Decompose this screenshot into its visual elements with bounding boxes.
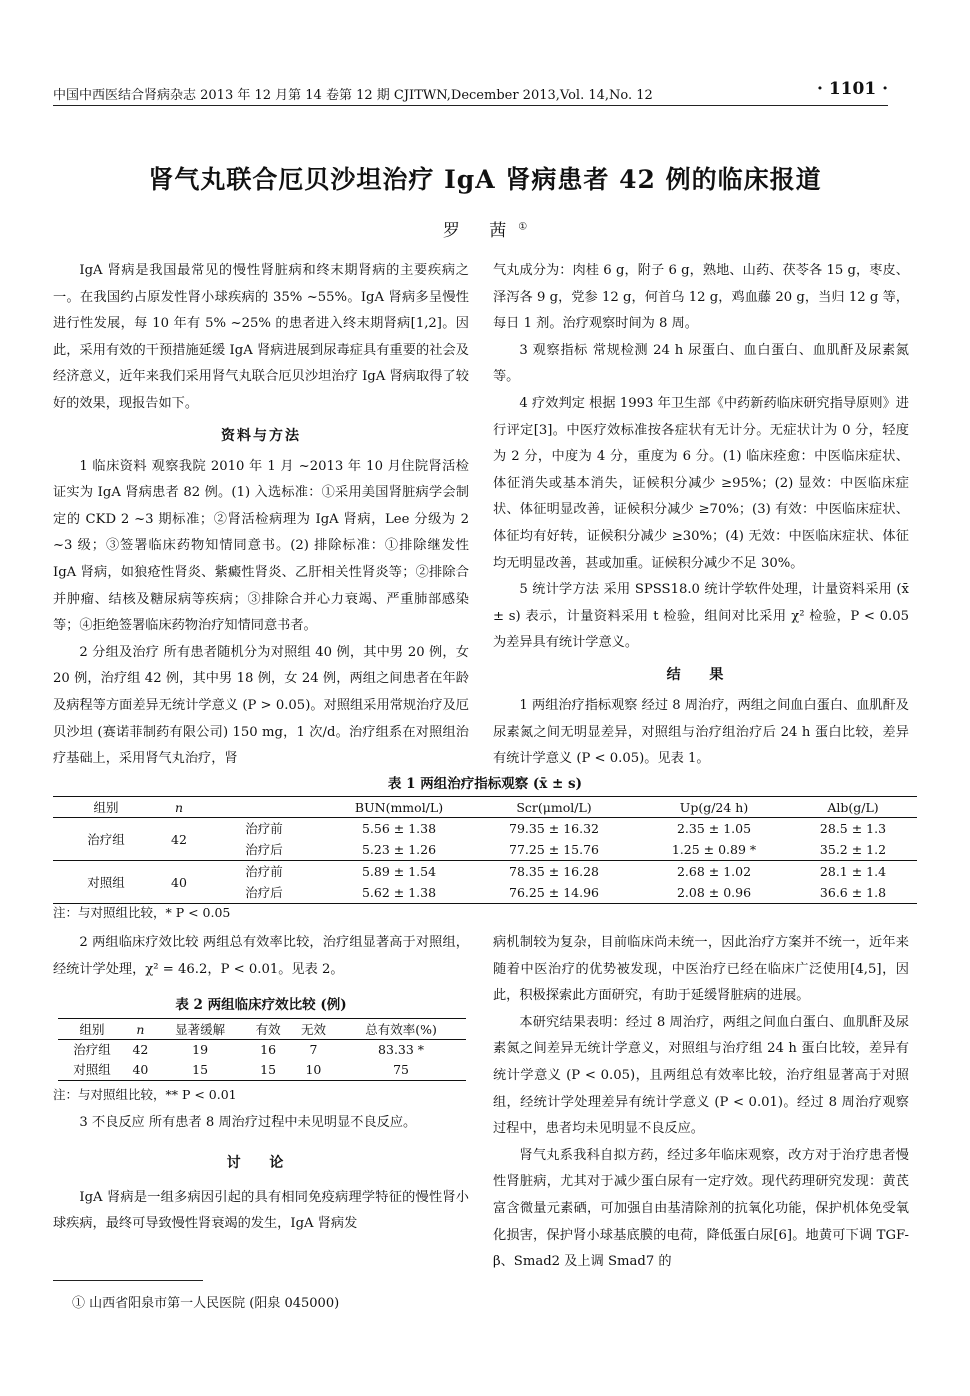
table2-caption: 表 2 两组临床疗效比较 (例) <box>175 997 347 1013</box>
bun-cell: 5.62 ± 1.38 <box>329 882 469 904</box>
phase-cell: 治疗前 <box>245 821 283 836</box>
phase-cell: 治疗前 <box>245 864 283 879</box>
table2-cell: 40 <box>126 1060 155 1081</box>
table2-cell: 对照组 <box>58 1060 126 1081</box>
intro-paragraph: IgA 肾病是我国最常见的慢性肾脏病和终末期肾病的主要疾病之一。在我国约占原发性肾小球疾病的 35% ~55%。IgA 肾病多呈慢性进行性发展，每 10 年有 5% ~25% 的患者进入终末期肾病[1,2]。因此，采用有效的干预措施延缓 IgA 肾病进展到尿毒症具有重要的社会及经济意义，近年来我们采用肾气丸联合厄贝沙坦治疗 IgA 肾病取得了较好的效果，现报告如下。 <box>53 263 469 411</box>
table1-header: BUN(mmol/L) <box>329 797 469 818</box>
bun-cell: 5.23 ± 1.26 <box>361 842 437 857</box>
right-column-upper <box>493 258 909 773</box>
section-heading-results: 结 果 <box>666 666 736 683</box>
up-cell: 2.35 ± 1.05 <box>676 821 752 836</box>
author-line <box>0 216 970 241</box>
left-column-lower-b <box>53 1110 469 1238</box>
table2-header: n <box>126 1019 155 1040</box>
table1-header: 组别 <box>53 797 159 818</box>
phase-cell: 治疗后 <box>199 882 329 904</box>
table1-caption: 表 1 两组治疗指标观察 (x̄ ± s) <box>387 776 583 792</box>
header-rule <box>53 105 888 106</box>
table2-cell: 19 <box>192 1042 209 1057</box>
table1-header: Alb(g/L) <box>789 797 917 818</box>
statistics-paragraph: 5 统计学方法 采用 SPSS18.0 统计学软件处理，计量资料采用 (x̄ ± s) 表示，计量资料采用 t 检验，组间对比采用 χ² 检验，P < 0.05 为差异具有统计学意义。 <box>493 582 909 651</box>
table1 <box>53 796 917 904</box>
findings-paragraph: 本研究结果表明：经过 8 周治疗，两组之间血白蛋白、血肌酐及尿素氮之间差异无统计学意义，对照组与治疗组 24 h 蛋白比较，差异有统计学意义 (P < 0.05)，且两组总有效率比较，治疗组显著高于对照组，经统计学处理差异有统计学意义 (P < 0.01)。经过 8 周治疗观察过程中，患者均未见明显不良反应。 <box>493 1014 909 1137</box>
table1-header: n <box>159 797 199 818</box>
table1-header: Scr(μmol/L) <box>469 797 639 818</box>
right-column-lower <box>493 930 909 1276</box>
table-row <box>58 1060 466 1081</box>
alb-cell: 28.5 ± 1.3 <box>819 821 887 836</box>
table-row <box>53 861 917 883</box>
up-cell: 1.25 ± 0.89 * <box>671 842 757 857</box>
table2-cell: 15 <box>245 1060 290 1081</box>
group-name: 治疗组 <box>87 831 125 847</box>
bun-cell: 5.56 ± 1.38 <box>361 821 437 836</box>
affiliation-footnote: ① 山西省阳泉市第一人民医院 (阳泉 045000) <box>72 1296 340 1311</box>
author-affiliation-mark: ① <box>518 221 528 233</box>
table-row <box>53 818 917 840</box>
up-cell: 2.08 ± 0.96 <box>639 882 789 904</box>
group-name: 对照组 <box>53 861 159 904</box>
discussion-continued-paragraph: 病机制较为复杂，目前临床尚未统一，因此治疗方案并不统一，近年来随着中医治疗的优势被发现，中医治疗已经在临床广泛使用[4,5]，因此，积极探索此方面研究，有助于延缓肾脏病的进展。 <box>493 935 909 1004</box>
table2-note: 注：与对照组比较，** P < 0.01 <box>53 1087 237 1102</box>
running-header-left: 中国中西医结合肾病杂志 2013 年 12 月第 14 卷第 12 期 CJITWN,December 2013,Vol. 14,No. 12 <box>53 88 653 103</box>
table2-cell: 75 <box>336 1060 466 1081</box>
table2-cell: 15 <box>155 1060 246 1081</box>
grouping-paragraph: 2 分组及治疗 所有患者随机分为对照组 40 例，其中男 20 例，女 20 例，治疗组 42 例，其中男 18 例，女 24 例，两组之间患者在年龄及病程等方面差异无统计学意义 (P > 0.05)。对照组采用常规治疗及厄贝沙坦 (赛诺菲制药有限公司) 150 mg，1 次/d。治疗组系在对照组治疗基础上，采用肾气丸治疗，肾 <box>53 644 469 767</box>
scr-cell: 77.25 ± 15.76 <box>509 842 599 857</box>
alb-cell: 35.2 ± 1.2 <box>819 842 887 857</box>
group-n: 40 <box>159 861 199 904</box>
table2-header: 有效 <box>245 1019 290 1040</box>
table1-header <box>199 797 329 818</box>
phase-cell: 治疗后 <box>245 842 283 857</box>
table2-header: 总有效率(%) <box>336 1019 466 1040</box>
adverse-reaction-paragraph: 3 不良反应 所有患者 8 周治疗过程中未见明显不良反应。 <box>79 1115 417 1130</box>
group-n: 42 <box>171 831 187 847</box>
table-row <box>58 1040 466 1061</box>
results-paragraph: 1 两组治疗指标观察 经过 8 周治疗，两组之间血白蛋白、血肌酐及尿素氮之间无明显差异，对照组与治疗组治疗后 24 h 蛋白比较，差异有统计学意义 (P < 0.05)。见表 1。 <box>493 697 909 767</box>
table1-note: 注：与对照组比较，* P < 0.05 <box>53 905 231 920</box>
table1-header-row <box>53 797 917 818</box>
scr-cell: 76.25 ± 14.96 <box>469 882 639 904</box>
alb-cell: 36.6 ± 1.8 <box>789 882 917 904</box>
clinical-data-paragraph: 1 临床资料 观察我院 2010 年 1 月 ~2013 年 10 月住院肾活检证实为 IgA 肾病患者 82 例。(1) 入选标准：①采用美国肾脏病学会制定的 CKD 2 ~3 期标准；②肾活检病理为 IgA 肾病，Lee 分级为 2 ~3 级；③签署临床药物知情同意书。(2) 排除标准：①排除继发性 IgA 肾病，如狼疮性肾炎、紫癜性肾炎、乙肝相关性肾炎等；②排除合并肿瘤、结核及糖尿病等疾病；③排除合并心力衰竭、严重肺部感染等；④拒绝签署临床药物治疗知情同意书者。 <box>53 458 469 634</box>
bun-cell: 5.89 ± 1.54 <box>361 864 437 879</box>
article-title: 肾气丸联合厄贝沙坦治疗 IgA 肾病患者 42 例的临床报道 <box>148 165 822 194</box>
scr-cell: 79.35 ± 16.32 <box>509 821 599 836</box>
alb-cell: 28.1 ± 1.4 <box>819 864 887 879</box>
indicators-paragraph: 3 观察指标 常规检测 24 h 尿蛋白、血白蛋白、血肌酐及尿素氮等。 <box>493 342 909 385</box>
table2-header: 显著缓解 <box>155 1019 246 1040</box>
efficacy-criteria-paragraph: 4 疗效判定 根据 1993 年卫生部《中药新药临床研究指导原则》进行评定[3]。中医疗效标准按各症状有无计分。无症状计为 0 分，轻度为 2 分，中度为 4 分，重度为 6 分。(1) 临床痊愈：中医临床症状、体征消失或基本消失，证候积分减少 ≥95%；(2) 显效：中医临床症状、体征明显改善，证候积分减少 ≥70%；(3) 有效：中医临床症状、体征均有好转，证候积分减少 ≥30%；(4) 无效：中医临床症状、体征均无明显改善，甚或加重。证候积分减少不足 30%。 <box>493 395 909 571</box>
table1-header: Up(g/24 h) <box>639 797 789 818</box>
table2-cell: 治疗组 <box>73 1042 111 1057</box>
up-cell: 2.68 ± 1.02 <box>676 864 752 879</box>
left-column-lower-a <box>53 930 469 983</box>
discussion-paragraph: IgA 肾病是一组多病因引起的具有相同免疫病理学特征的慢性肾小球疾病，最终可导致慢性肾衰竭的发生，IgA 肾病发 <box>53 1189 469 1232</box>
left-column-upper <box>53 258 469 773</box>
table2-cell: 83.33 * <box>378 1042 425 1057</box>
table2 <box>58 1018 466 1081</box>
author-name: 罗 茜 <box>442 221 519 241</box>
efficacy-comparison-paragraph: 2 两组临床疗效比较 两组总有效率比较，治疗组显著高于对照组，经统计学处理，χ² = 46.2，P < 0.01。见表 2。 <box>53 935 469 977</box>
table2-header: 组别 <box>58 1019 126 1040</box>
table2-cell: 16 <box>260 1042 277 1057</box>
section-heading-discussion: 讨 论 <box>226 1154 296 1171</box>
table2-cell: 10 <box>291 1060 336 1081</box>
page-number: · 1101 · <box>817 79 888 99</box>
footnote-rule <box>53 1280 203 1281</box>
section-heading-methods: 资料与方法 <box>221 427 301 444</box>
table2-header: 无效 <box>291 1019 336 1040</box>
pharmacology-paragraph: 肾气丸系我科自拟方药，经过多年临床观察，改方对于治疗患者慢性肾脏病，尤其对于减少蛋白尿有一定疗效。现代药理研究发现：黄芪富含微量元素硒，可加强自由基清除剂的抗氧化功能，保护机体免受氧化损害，保护肾小球基底膜的电荷，降低蛋白尿[6]。地黄可下调 TGF-β、Smad2 及上调 Smad7 的 <box>493 1147 909 1270</box>
formula-paragraph: 气丸成分为：肉桂 6 g，附子 6 g，熟地、山药、茯苓各 15 g，枣皮、泽泻各 9 g，党参 12 g，何首乌 12 g，鸡血藤 20 g，当归 12 g 等，每日 1 剂。治疗观察时间为 8 周。 <box>493 263 909 332</box>
scr-cell: 78.35 ± 16.28 <box>509 864 599 879</box>
table2-cell: 7 <box>309 1042 318 1057</box>
table2-header-row <box>58 1019 466 1040</box>
table2-cell: 42 <box>132 1042 149 1057</box>
